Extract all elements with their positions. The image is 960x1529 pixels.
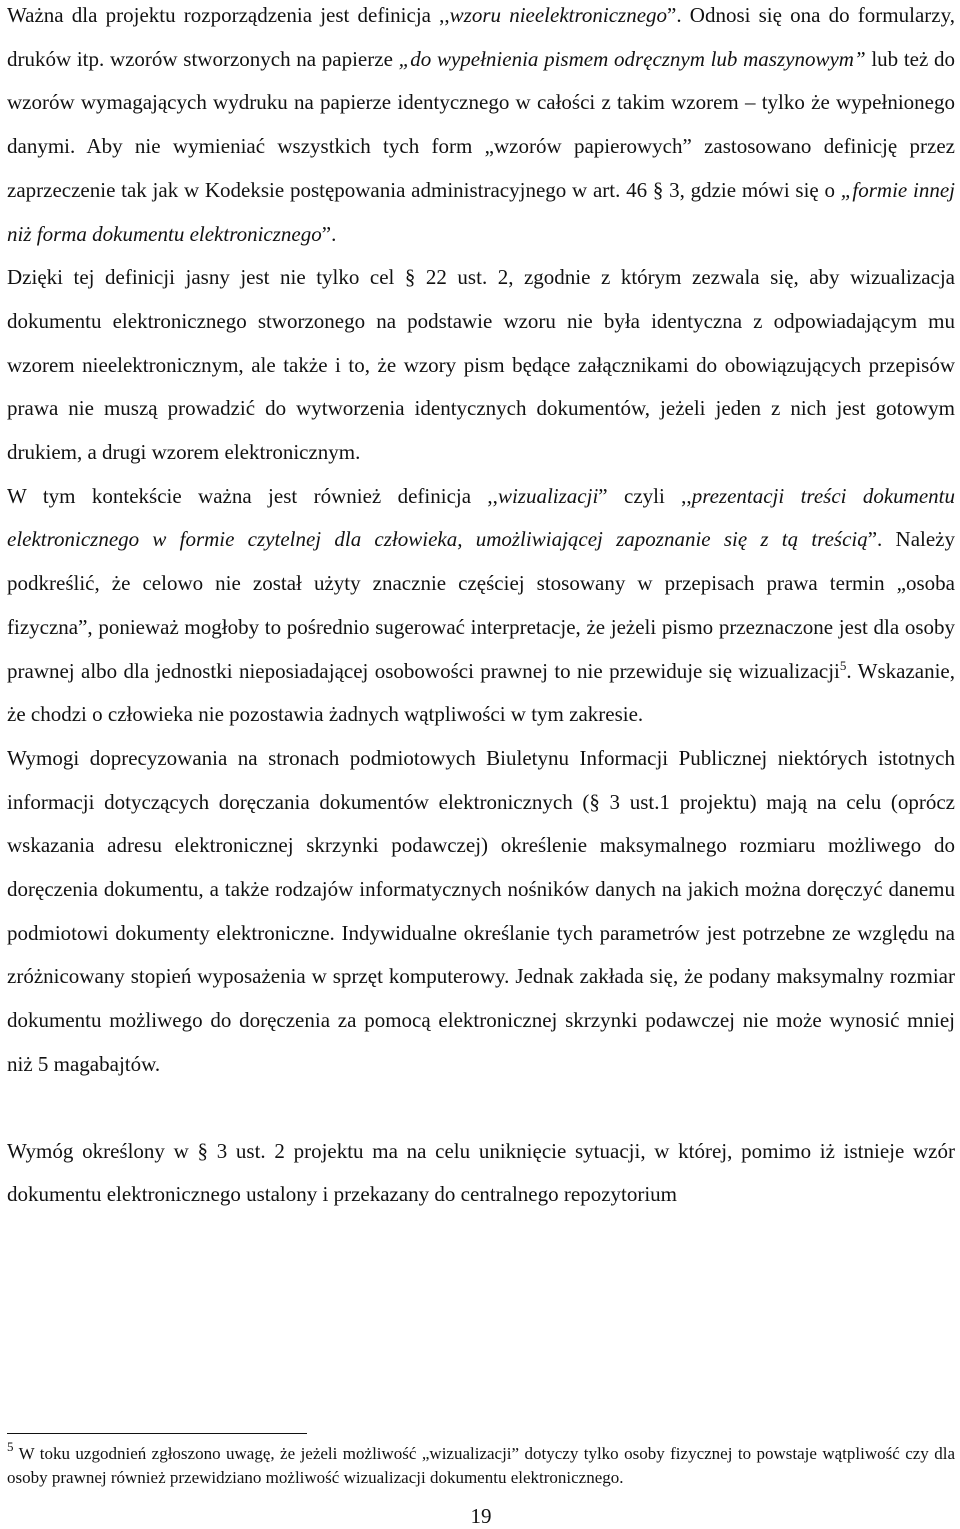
quoted-definition: prezentacji treści dokumentu elektronicznego w formie czytelnej dla człowieka, umożliwiającej zapoznanie się z tą treścią	[7, 483, 955, 552]
footnote-marker: 5	[7, 1439, 14, 1454]
paragraph-bip-requirements: Wymogi doprecyzowania na stronach podmiotowych Biuletynu Informacji Publicznej niektórych istotnych informacji dotyczących doręczania dokumentów elektronicznych (§ 3 ust.1 projektu) mają na celu (oprócz wskazania adresu elektronicznej skrzynki podawczej) określenie maksymalnego rozmiaru możliwego do doręczenia dokumentu, a także rodzajów informatycznych nośników danych na jakich można doręczyć danemu podmiotowi dokumenty elektroniczne. Indywidualne określanie tych parametrów jest potrzebne ze względu na zróżnicowany stopień wyposażenia w sprzęt komputerowy. Jednak zakłada się, że podany maksymalny rozmiar dokumentu możliwego do doręczenia za pomocą elektronicznej skrzynki podawczej nie może wynosić mniej niż 5 magabajtów.	[7, 745, 955, 1076]
paragraph-requirement-3-2: Wymóg określony w § 3 ust. 2 projektu ma na celu uniknięcie sytuacji, w której, pomimo iż istnieje wzór dokumentu elektronicznego ustalony i przekazany do centralnego repozytorium	[7, 1138, 955, 1207]
defined-term: wzoru nieelektronicznego	[449, 3, 668, 27]
paragraph-definition-paper-template: Ważna dla projektu rozporządzenia jest definicja ,,wzoru nieelektronicznego”. Odnosi się ona do formularzy, druków itp. wzorów stworzonych na papierze „do wypełnienia pismem odręcznym lub maszynowym” lub też do wzorów wymagających wydruku na papierze identycznego w całości z takim wzorem – tylko że wypełnionego danymi. Aby nie wymieniać wszystkich tych form „wzorów papierowych” zastosowano definicję przez zaprzeczenie tak jak w Kodeksie postępowania administracyjnego w art. 46 § 3, gdzie mówi się o „formie innej niż forma dokumentu elektronicznego”.	[7, 3, 956, 246]
paragraph-definition-purpose: Dzięki tej definicji jasny jest nie tylko cel § 22 ust. 2, zgodnie z którym zezwala się, aby wizualizacja dokumentu elektronicznego stworzonego na podstawie wzoru nie była identyczna z odpowiadającym mu wzorem nieelektronicznym, ale także i to, że wzory pism będące załącznikami do obowiązujących przepisów prawa nie muszą prowadzić do wytworzenia identycznych dokumentów, jeżeli jeden z nich jest gotowym drukiem, a drugi wzorem elektronicznym.	[7, 265, 955, 465]
footnote	[7, 1439, 955, 1489]
footnote-text: $^5$ W toku uzgodnień zgłoszono uwagę, że jeżeli możliwość „wizualizacji” dotyczy tylko osoby fizycznej to powstaje wątpliwość czy dla osoby prawnej również przewidziano możliwość wizualizacji dokumentu elektronicznego.	[7, 1439, 955, 1487]
defined-term: wizualizacji	[497, 483, 599, 508]
quoted-phrase: „formie innej niż forma dokumentu elektronicznego	[7, 177, 955, 246]
page-number: 19	[470, 1504, 492, 1528]
paragraph-definition-visualization: W tym kontekście ważna jest również definicja ,,wizualizacji” czyli ,,prezentacji treści dokumentu elektronicznego w formie czytelnej dla człowieka, umożliwiającej zapoznanie się z tą treścią”. Należy podkreślić, że celowo nie został użyty znacznie częściej stosowany w przepisach prawa termin „osoba fizyczna”, ponieważ mogłoby to pośrednio sugerować interpretacje, że jeżeli pismo przeznaczone jest dla osoby prawnej albo dla jednostki nieposiadającej osobowości prawnej to nie przewiduje się wizualizacji$^5$. Wskazanie, że chodzi o człowieka nie pozostawia żadnych wątpliwości w tym zakresie.	[7, 483, 955, 727]
body-text	[7, 0, 955, 1217]
quoted-phrase: „do wypełnienia pismem odręcznym lub maszynowym”	[398, 46, 866, 71]
footnote-separator	[7, 1433, 307, 1434]
footnote-reference[interactable]: 5	[839, 657, 847, 673]
